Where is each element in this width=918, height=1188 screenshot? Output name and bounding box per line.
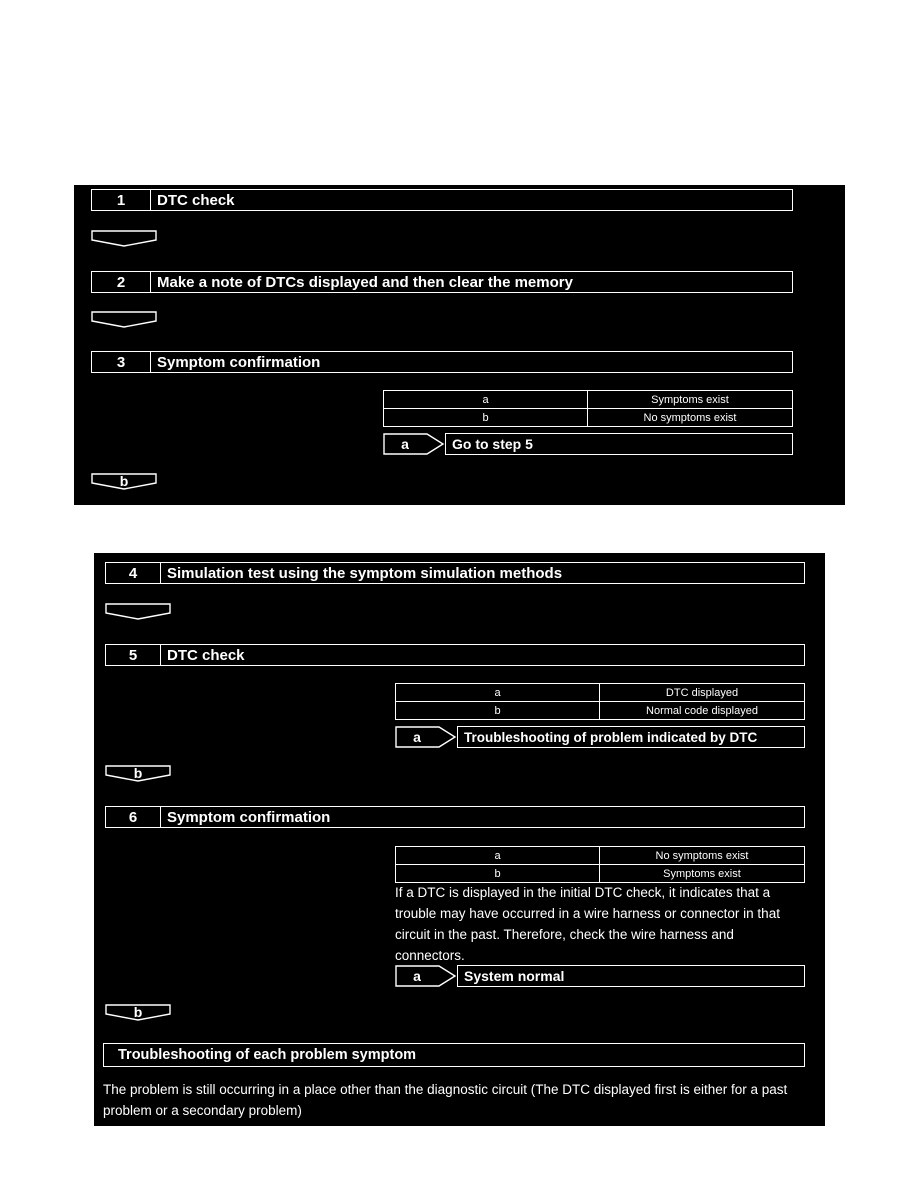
table-row	[384, 409, 793, 427]
step-1-header	[91, 189, 793, 211]
table-row	[396, 684, 805, 702]
result-key: a	[396, 684, 600, 702]
result-value: Symptoms exist	[588, 391, 793, 409]
result-tag-label: a	[413, 729, 421, 745]
result-tag	[395, 726, 457, 748]
result-value: Normal code displayed	[600, 702, 805, 720]
step-number: 4	[106, 563, 161, 583]
flowchart-panel-top	[74, 185, 845, 505]
flowchart-panel-bottom	[94, 553, 825, 1126]
table-row	[396, 702, 805, 720]
result-key: b	[396, 702, 600, 720]
step-5-header	[105, 644, 805, 666]
step-3-result-a	[383, 433, 793, 455]
table-row	[384, 391, 793, 409]
flow-connector-b	[105, 1004, 171, 1021]
step-6-header	[105, 806, 805, 828]
result-action: Go to step 5	[445, 433, 793, 455]
step-6-result-table	[395, 846, 805, 883]
final-note: The problem is still occurring in a place other than the diagnostic circuit (The DTC displayed first is either for a past problem or a secondary problem)	[103, 1082, 788, 1118]
flow-connector-b	[105, 765, 171, 782]
step-number: 3	[92, 352, 151, 372]
step-title: Simulation test using the symptom simulation methods	[167, 564, 563, 582]
step-3-header	[91, 351, 793, 373]
step-title: Make a note of DTCs displayed and then clear the memory	[157, 273, 573, 291]
flow-connector	[91, 230, 157, 247]
result-tag	[395, 965, 457, 987]
result-tag	[383, 433, 445, 455]
result-value: DTC displayed	[600, 684, 805, 702]
step-number: 1	[92, 190, 151, 210]
result-action: Troubleshooting of problem indicated by DTC	[457, 726, 805, 748]
result-tag-label: a	[413, 968, 421, 984]
result-key: a	[384, 391, 588, 409]
result-key: a	[396, 847, 600, 865]
step-title: Symptom confirmation	[157, 353, 321, 371]
step-title: DTC check	[157, 191, 235, 209]
step-4-header	[105, 562, 805, 584]
step-5-result-table	[395, 683, 805, 720]
step-number: 6	[106, 807, 161, 827]
flow-connector	[105, 603, 171, 620]
step-6-result-a	[395, 965, 805, 987]
step-number: 2	[92, 272, 151, 292]
result-value: Symptoms exist	[600, 865, 805, 883]
connector-label: b	[133, 1004, 143, 1020]
final-step-header: Troubleshooting of each problem symptom	[103, 1043, 805, 1067]
table-row	[396, 847, 805, 865]
step-5-result-a	[395, 726, 805, 748]
connector-label: b	[133, 765, 143, 781]
step-title: Symptom confirmation	[167, 808, 331, 826]
result-value: No symptoms exist	[600, 847, 805, 865]
connector-label: b	[119, 473, 129, 489]
result-action: System normal	[457, 965, 805, 987]
result-key: b	[396, 865, 600, 883]
step-6-note: If a DTC is displayed in the initial DTC check, it indicates that a trouble may have occurred in a wire harness or connector in that circuit in the past. Therefore, check the wire harness and connectors.	[395, 885, 780, 963]
step-title: DTC check	[167, 646, 245, 664]
flow-connector-b	[91, 473, 157, 490]
result-value: No symptoms exist	[588, 409, 793, 427]
result-tag-label: a	[401, 436, 409, 452]
step-3-result-table	[383, 390, 793, 427]
step-number: 5	[106, 645, 161, 665]
flow-connector	[91, 311, 157, 328]
step-2-header	[91, 271, 793, 293]
result-key: b	[384, 409, 588, 427]
table-row	[396, 865, 805, 883]
